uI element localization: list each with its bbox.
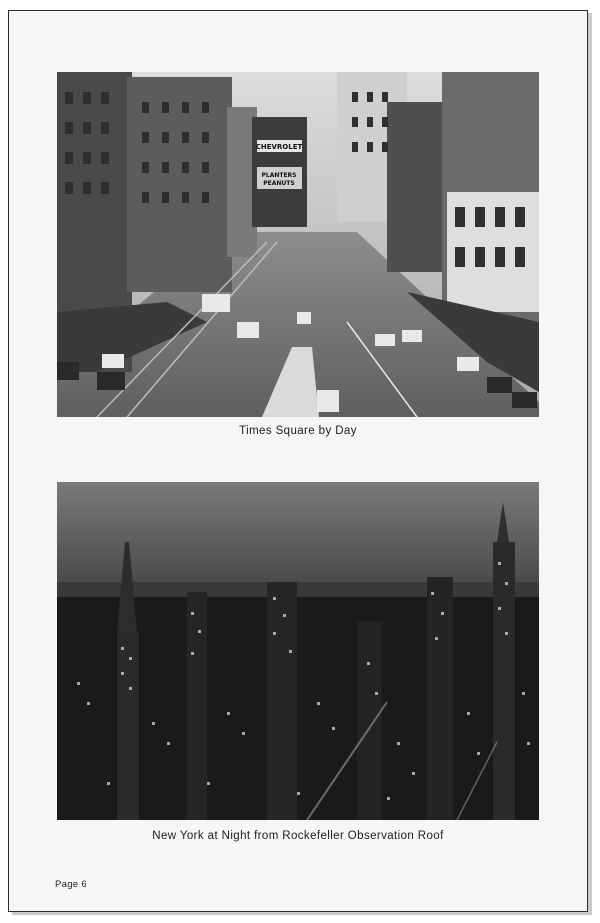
times-square-photo: [57, 72, 539, 417]
peanuts-sign: PEANUTS: [263, 180, 295, 187]
chevrolet-sign: CHEVROLET: [255, 143, 303, 151]
brochure-page: [8, 10, 588, 912]
times-square-caption: Times Square by Day: [239, 425, 357, 437]
night-skyline-caption: New York at Night from Rockefeller Observation Roof: [152, 830, 444, 842]
planters-sign: PLANTERS: [261, 172, 297, 179]
page-number: Page 6: [55, 879, 87, 890]
night-skyline-photo: [57, 482, 539, 820]
